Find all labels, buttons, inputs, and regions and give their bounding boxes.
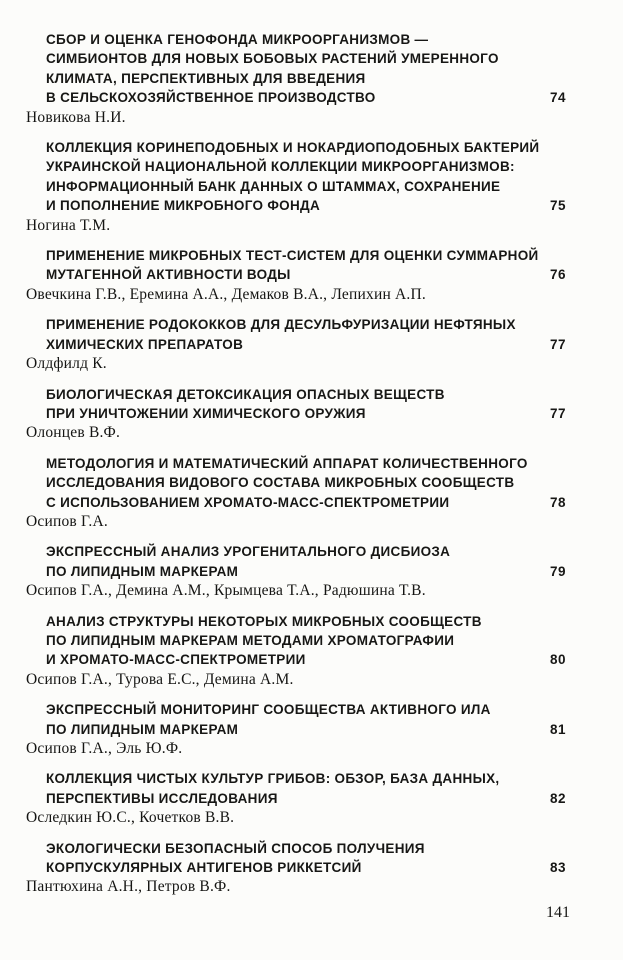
entry-title-line: ЭКСПРЕССНЫЙ МОНИТОРИНГ СООБЩЕСТВА АКТИВНОГО ИЛА: [46, 702, 491, 718]
entry-title-line: ХИМИЧЕСКИХ ПРЕПАРАТОВ: [46, 336, 244, 352]
entry-title-line: В СЕЛЬСКОХОЗЯЙСТВЕННОЕ ПРОИЗВОДСТВО: [46, 90, 376, 106]
entry-title-line: ПО ЛИПИДНЫМ МАРКЕРАМ: [46, 563, 239, 579]
entry-title: [46, 700, 566, 739]
toc-entry: [26, 30, 566, 127]
entry-title: [46, 454, 566, 512]
entry-title-line: СБОР И ОЦЕНКА ГЕНОФОНДА МИКРООРГАНИЗМОВ —: [46, 32, 429, 47]
entry-authors: Олдфилд К.: [26, 355, 107, 373]
toc-entry: [26, 542, 566, 600]
entry-title-line: ИССЛЕДОВАНИЯ ВИДОВОГО СОСТАВА МИКРОБНЫХ СООБЩЕСТВ: [46, 475, 515, 491]
toc-entry: [26, 246, 566, 304]
entry-page-number: 77: [549, 405, 566, 421]
entry-page-number: 75: [549, 198, 566, 214]
entry-title-line: ЭКСПРЕССНЫЙ АНАЛИЗ УРОГЕНИТАЛЬНОГО ДИСБИОЗА: [46, 544, 451, 560]
toc-entry: [26, 315, 566, 373]
toc-entry: [26, 612, 566, 690]
entry-title-line: ПО ЛИПИДНЫМ МАРКЕРАМ: [46, 721, 239, 737]
page-folio: 141: [546, 904, 570, 921]
entry-title: [46, 246, 566, 285]
entry-page-number: 77: [549, 336, 566, 352]
entry-title-line: КОЛЛЕКЦИЯ ЧИСТЫХ КУЛЬТУР ГРИБОВ: ОБЗОР, БАЗА ДАННЫХ,: [46, 771, 500, 787]
entry-page-number: 83: [549, 860, 566, 876]
entry-authors: Новикова Н.И.: [26, 108, 126, 126]
entry-title-line: ИНФОРМАЦИОННЫЙ БАНК ДАННЫХ О ШТАММАХ, СОХРАНЕНИЕ: [46, 178, 501, 194]
entry-authors: Пантюхина А.Н., Петров В.Ф.: [26, 878, 231, 896]
entry-title-line: И ПОПОЛНЕНИЕ МИКРОБНОГО ФОНДА: [46, 198, 320, 214]
entry-title: [46, 138, 566, 216]
entry-title: [46, 30, 566, 108]
entry-title: [46, 315, 566, 354]
entry-title: [46, 839, 566, 878]
entry-title-line: ЭКОЛОГИЧЕСКИ БЕЗОПАСНЫЙ СПОСОБ ПОЛУЧЕНИЯ: [46, 840, 425, 856]
entry-title-line: ПРИМЕНЕНИЕ РОДОКОККОВ ДЛЯ ДЕСУЛЬФУРИЗАЦИИ НЕФТЯНЫХ: [46, 317, 516, 333]
entry-title-line: ПРИМЕНЕНИЕ МИКРОБНЫХ ТЕСТ-СИСТЕМ ДЛЯ ОЦЕНКИ СУММАРНОЙ: [46, 248, 539, 264]
entry-title-line: МЕТОДОЛОГИЯ И МАТЕМАТИЧЕСКИЙ АППАРАТ КОЛИЧЕСТВЕННОГО: [46, 455, 528, 471]
entry-title-line: МУТАГЕННОЙ АКТИВНОСТИ ВОДЫ: [46, 267, 291, 283]
entry-authors: Овечкина Г.В., Еремина А.А., Демаков В.А., Лепихин А.П.: [26, 285, 426, 303]
entry-page-number: 74: [549, 90, 566, 106]
table-of-contents: [26, 30, 566, 908]
toc-entry: [26, 769, 566, 827]
entry-title: [46, 769, 566, 808]
entry-title-line: УКРАИНСКОЙ НАЦИОНАЛЬНОЙ КОЛЛЕКЦИИ МИКРООРГАНИЗМОВ:: [46, 159, 515, 175]
entry-title-line: КОЛЛЕКЦИЯ КОРИНЕПОДОБНЫХ И НОКАРДИОПОДОБНЫХ БАКТЕРИЙ: [46, 140, 540, 156]
entry-title-line: ПО ЛИПИДНЫМ МАРКЕРАМ МЕТОДАМИ ХРОМАТОГРАФИИ: [46, 632, 455, 648]
entry-authors: Осипов Г.А., Турова Е.С., Демина А.М.: [26, 670, 294, 688]
entry-authors: Ногина Т.М.: [26, 216, 111, 234]
entry-title-line: КЛИМАТА, ПЕРСПЕКТИВНЫХ ДЛЯ ВВЕДЕНИЯ: [46, 70, 366, 86]
entry-authors: Осипов Г.А., Эль Ю.Ф.: [26, 740, 183, 757]
entry-title-line: СИМБИОНТОВ ДЛЯ НОВЫХ БОБОВЫХ РАСТЕНИЙ УМЕРЕННОГО: [46, 51, 499, 67]
entry-title-line: ПЕРСПЕКТИВЫ ИССЛЕДОВАНИЯ: [46, 790, 278, 806]
entry-page-number: 79: [549, 563, 566, 579]
toc-entry: [26, 839, 566, 897]
toc-entry: [26, 138, 566, 235]
entry-title-line: АНАЛИЗ СТРУКТУРЫ НЕКОТОРЫХ МИКРОБНЫХ СООБЩЕСТВ: [46, 613, 482, 629]
entry-title-line: БИОЛОГИЧЕСКАЯ ДЕТОКСИКАЦИЯ ОПАСНЫХ ВЕЩЕСТВ: [46, 386, 445, 402]
entry-title-line: ПРИ УНИЧТОЖЕНИИ ХИМИЧЕСКОГО ОРУЖИЯ: [46, 405, 366, 421]
entry-authors: Олонцев В.Ф.: [26, 424, 121, 442]
toc-entry: [26, 385, 566, 443]
entry-title-line: КОРПУСКУЛЯРНЫХ АНТИГЕНОВ РИККЕТСИЙ: [46, 860, 362, 876]
entry-title: [46, 612, 566, 670]
toc-entry: [26, 700, 566, 758]
toc-entry: [26, 454, 566, 532]
entry-title: [46, 385, 566, 424]
entry-authors: Осипов Г.А.: [26, 512, 108, 530]
entry-title: [46, 542, 566, 581]
entry-authors: Оследкин Ю.С., Кочетков В.В.: [26, 809, 235, 827]
entry-authors: Осипов Г.А., Демина А.М., Крымцева Т.А., Радюшина Т.В.: [26, 582, 426, 600]
entry-page-number: 76: [549, 267, 566, 283]
entry-page-number: 82: [549, 790, 566, 806]
entry-title-line: С ИСПОЛЬЗОВАНИЕМ ХРОМАТО-МАСС-СПЕКТРОМЕТРИИ: [46, 494, 450, 510]
entry-page-number: 78: [549, 494, 566, 510]
entry-title-line: И ХРОМАТО-МАСС-СПЕКТРОМЕТРИИ: [46, 652, 306, 668]
entry-page-number: 80: [549, 652, 566, 668]
entry-page-number: 81: [549, 721, 566, 737]
